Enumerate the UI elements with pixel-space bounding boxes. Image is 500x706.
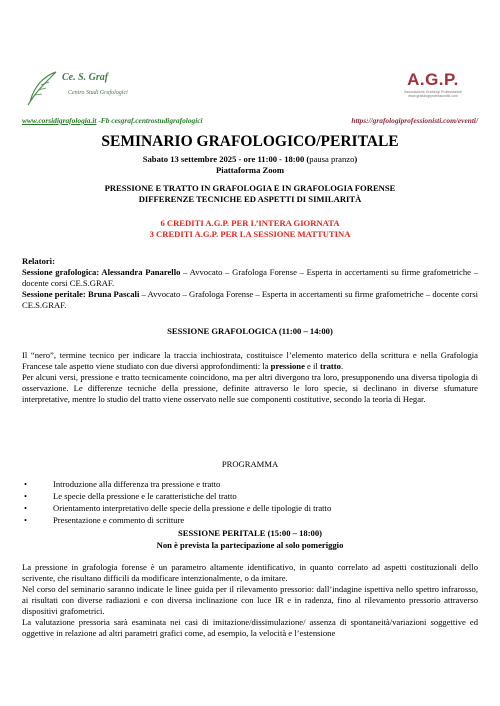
session-2-paragraph-3: La valutazione pressoria sarà esaminata nei casi di imitazione/dissimulazione/ assenza di spontaneità/variazioni soggettive ed oggettive in relazione ad altri parametri grafici come, ad esempio, la velocità e l’estensione bbox=[22, 617, 478, 638]
speaker-2 bbox=[22, 289, 478, 311]
session-2-subtitle: Non è prevista la partecipazione al solo pomeriggio bbox=[156, 540, 344, 550]
list-item: • Introduzione alla differenza tra pressione e tratto bbox=[22, 478, 478, 490]
lunch-break: pausa pranzo bbox=[309, 154, 355, 164]
credits-info bbox=[0, 218, 500, 240]
session-1-title: SESSIONE GRAFOLOGICA (11:00 – 14:00) bbox=[167, 326, 333, 336]
feather-icon bbox=[26, 70, 60, 106]
session-1-paragraph-1 bbox=[22, 350, 478, 372]
pressione-bold: pressione bbox=[270, 361, 305, 371]
date-time: Sabato 13 settembre 2025 - ore 11:00 - 18:00 ( bbox=[142, 154, 310, 164]
agp-logo-text: A.G.P. bbox=[407, 70, 459, 89]
list-item: • Presentazione e commento di scritture bbox=[22, 514, 478, 526]
credits-line-2: 3 CREDITI A.G.P. PER LA SESSIONE MATTUTINA bbox=[149, 229, 351, 239]
speaker-1-label: Sessione grafologica: Alessandra Panarello bbox=[22, 267, 181, 277]
tratto-bold: tratto bbox=[319, 361, 341, 371]
speaker-2-text: – Avvocato – Grafologa Forense – Esperta in accertamenti su firme grafometriche – docente corsi CE.S.GRAF. bbox=[22, 289, 478, 310]
seminar-topic bbox=[0, 183, 500, 205]
topic-line-2: DIFFERENZE TECNICHE ED ASPETTI DI SIMILARITÀ bbox=[138, 194, 362, 204]
platform-line: Piattaforma Zoom bbox=[215, 165, 285, 175]
credits-line-1: 6 CREDITI A.G.P. PER L’INTERA GIORNATA bbox=[160, 218, 340, 228]
cesgraf-brand: Ce. S. Graf bbox=[62, 72, 109, 83]
agp-logo-sub2: www.grafologiprofessionisti.com bbox=[408, 94, 458, 98]
session-2-paragraph-1: La pressione in grafologia forense è un parametro altamente identificativo, in quanto correlato ad aspetti costituzionali dello scrivente, che risultano difficili da modificare intenzionalmente, o da imitare. bbox=[22, 562, 478, 583]
topic-line-1: PRESSIONE E TRATTO IN GRAFOLOGIA E IN GRAFOLOGIA FORENSE bbox=[104, 183, 396, 193]
list-item: • Le specie della pressione e le caratteristiche del tratto bbox=[22, 490, 478, 502]
session-1-paragraph-2: Per alcuni versi, pressione e tratto tecnicamente coincidono, ma per altri divergono tra loro, presupponendo una diversa tipologia di osservazione. Le differenze tecniche della pressione, definite attraverso le loro specie, si declinano in diverse sfumature interpretative, mentre lo studio del tratto viene osservato nelle sue componenti costitutive, secondo la teoria di Hegar. bbox=[22, 372, 478, 404]
cesgraf-subtitle: Centro Studi Grafologici bbox=[68, 90, 128, 96]
agp-logo-sub1: Associazione Grafologi Professionisti bbox=[404, 90, 462, 94]
session-1-text-a: Il “nero”, termine tecnico per indicare la traccia inchiostrata, costituisce l’elemento materico della scrittura e nella Grafologia Francese tale aspetto viene studiato con due diversi approfondimenti: la bbox=[22, 350, 478, 371]
list-item: • Orientamento interpretativo delle specie della pressione e delle tipologie di tratto bbox=[22, 502, 478, 514]
left-links bbox=[22, 116, 203, 125]
page-title: SEMINARIO GRAFOLOGICO/PERITALE bbox=[101, 133, 399, 150]
agp-events-link[interactable]: https://grafologiprofessionisti.com/eventi/ bbox=[351, 116, 478, 125]
date-end: ) bbox=[354, 154, 358, 164]
speakers-section bbox=[22, 256, 478, 311]
programma-list bbox=[22, 478, 478, 526]
cesgraf-logo bbox=[26, 70, 144, 116]
session-1-text-c: e il bbox=[304, 361, 320, 371]
speakers-heading: Relatori: bbox=[22, 256, 55, 266]
speaker-1 bbox=[22, 267, 478, 289]
session-1-text-d: . bbox=[340, 361, 344, 371]
programma-title: PROGRAMMA bbox=[221, 459, 279, 469]
session-2-title: SESSIONE PERITALE (15:00 – 18:00) bbox=[177, 528, 323, 538]
speaker-1-text: – Avvocato – Grafologa Forense – Esperta in accertamenti su firme grafometriche – docente corsi CE.S.GRAF. bbox=[22, 267, 478, 288]
session-2-paragraph-2: Nel corso del seminario saranno indicate le linee guida per il rilevamento pressorio: dall’indagine ispettiva nello spettro infrarosso, ai risultati con diverse radiazioni e con diversa inclinazione con luce IR e in radenza, fino al rilevamento pressorio attraverso dispositivi grafometrici. bbox=[22, 584, 478, 616]
date-time-line bbox=[0, 154, 500, 164]
website-link[interactable]: www.corsidigrafologia.it bbox=[22, 116, 97, 125]
facebook-link[interactable]: -Fb cesgraf.centrostudigrafologici bbox=[96, 116, 203, 125]
speaker-2-label: Sessione peritale: Bruna Pascali bbox=[22, 289, 140, 299]
agp-logo bbox=[398, 70, 468, 114]
